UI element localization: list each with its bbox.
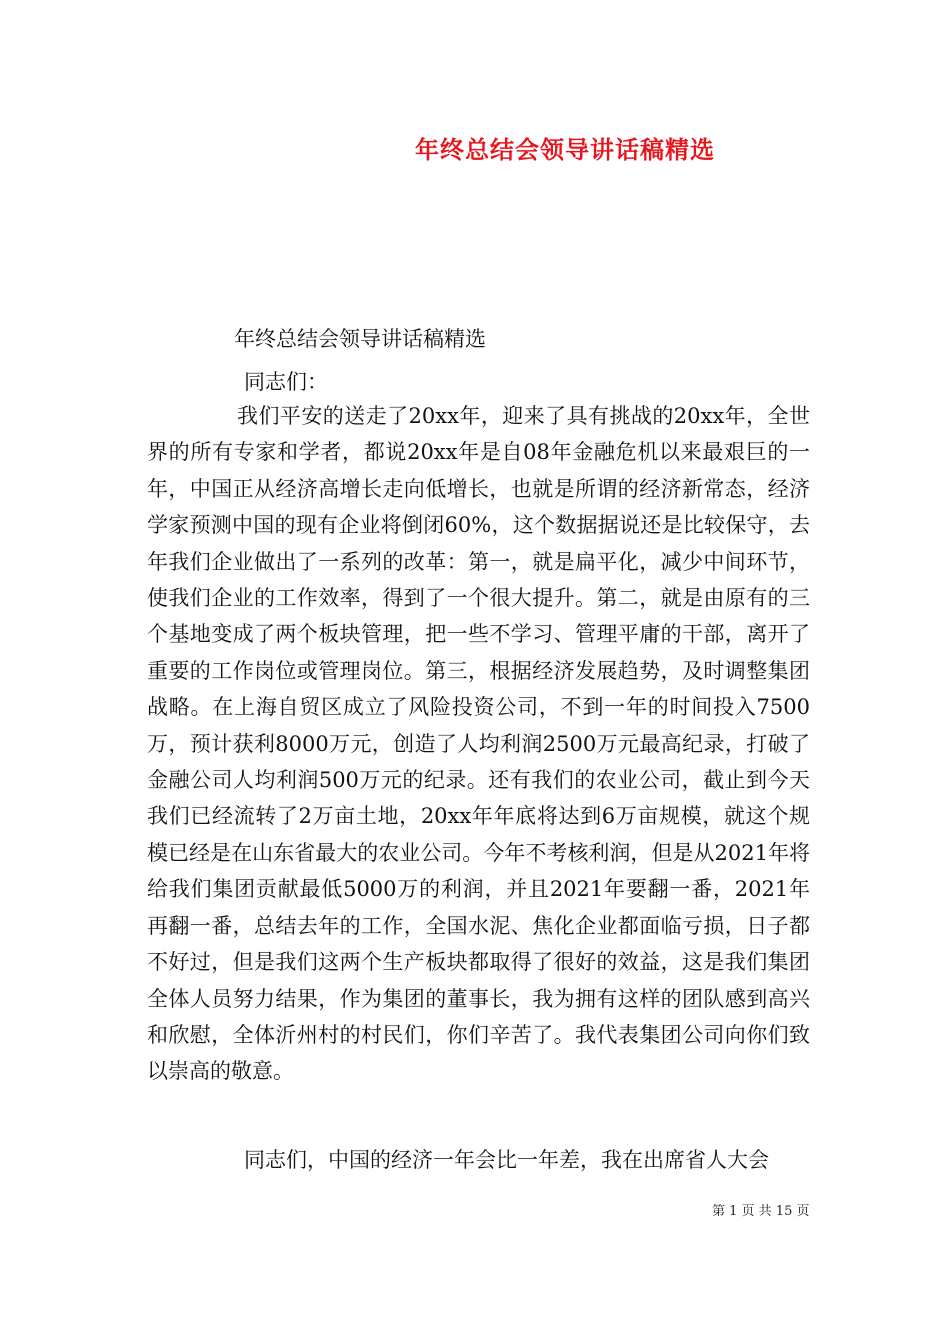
header-title: 年终总结会领导讲话稿精选 (415, 135, 715, 164)
document-title: 年终总结会领导讲话稿精选 (234, 327, 486, 351)
salutation: 同志们： (244, 370, 328, 394)
closing-paragraph: 同志们，中国的经济一年会比一年差，我在出席省人大会 (244, 1148, 769, 1172)
body-paragraph: 我们平安的送走了20xx年，迎来了具有挑战的20xx年，全世界的所有专家和学者，都说20xx年是自08年金融危机以来最艰巨的一年，中国正从经济高增长走向低增长，也就是所谓的经济新常态，经济学家预测中国的现有企业将倒闭60%，这个数据据说还是比较保守，去年我们企业做出了一系列的改革：第一，就是扁平化，减少中间环节，使我们企业的工作效率，得到了一个很大提升。第二，就是由原有的三个基地变成了两个板块管理，把一些不学习、管理平庸的干部，离开了重要的工作岗位或管理岗位。第三，根据经济发展趋势，及时调整集团战略。在上海自贸区成立了风险投资公司，不到一年的时间投入7500万，预计获利8000万元，创造了人均利润2500万元最高纪录，打破了金融公司人均利润500万元的纪录。还有我们的农业公司，截止到今天我们已经流转了2万亩土地，20xx年年底将达到6万亩规模，就这个规模已经是在山东省最大的农业公司。今年不考核利润，但是从2021年将给我们集团贡献最低5000万的利润，并且2021年要翻一番，2021年再翻一番，总结去年的工作，全国水泥、焦化企业都面临亏损，日子都不好过，但是我们这两个生产板块都取得了很好的效益，这是我们集团全体人员努力结果，作为集团的董事长，我为拥有这样的团队感到高兴和欣慰，全体沂州村的村民们，你们辛苦了。我代表集团公司向你们致以崇高的敬意。 (147, 404, 810, 1084)
page-footer: 第 1 页 共 15 页 (712, 1204, 810, 1219)
